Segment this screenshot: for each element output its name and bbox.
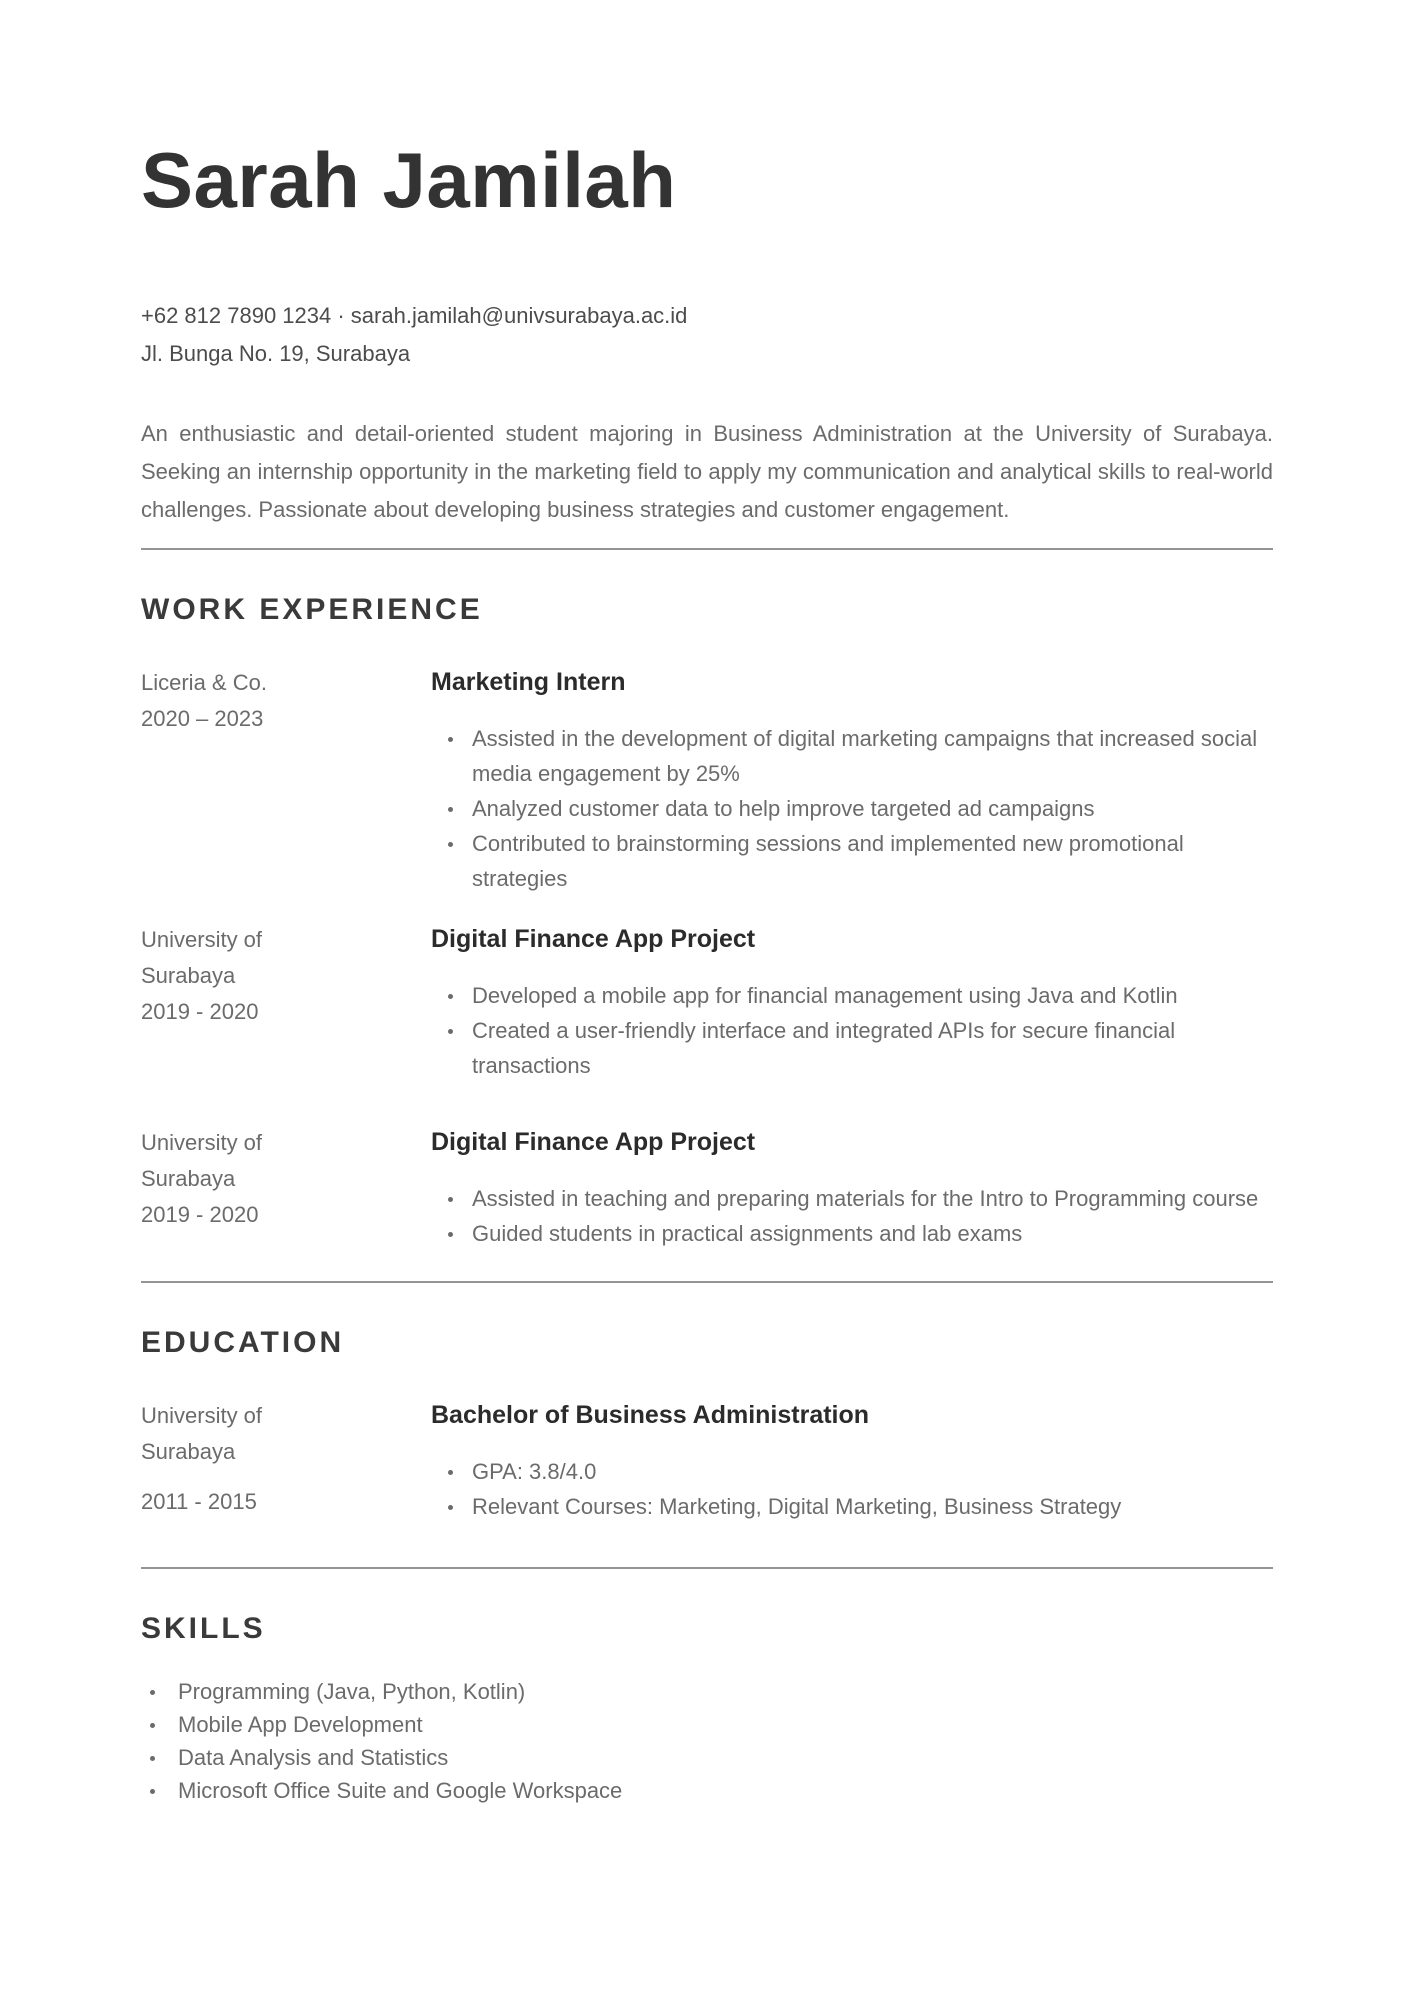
entry-bullet: Analyzed customer data to help improve targeted ad campaigns (425, 791, 1273, 826)
entry-dates: 2020 – 2023 (141, 705, 264, 731)
work-entry (141, 1125, 1273, 1251)
contact-line-phone-email: +62 812 7890 1234 · sarah.jamilah@univsurabaya.ac.id (141, 302, 688, 328)
skills-heading: SKILLS (141, 1611, 266, 1645)
entry-organization: University of Surabaya (141, 1402, 263, 1464)
entry-bullet: Developed a mobile app for financial management using Java and Kotlin (425, 978, 1273, 1013)
entry-bullet-list (425, 1181, 1273, 1251)
work-entry (141, 665, 1273, 896)
entry-title: Digital Finance App Project (431, 1127, 756, 1156)
skills-list (141, 1675, 1273, 1807)
entry-bullet-list (425, 978, 1273, 1083)
entry-bullet-list (425, 1454, 1273, 1524)
entry-meta (141, 1398, 425, 1524)
entry-dates: 2011 - 2015 (141, 1488, 257, 1514)
section-education (141, 1325, 1273, 1524)
contact-line-address: Jl. Bunga No. 19, Surabaya (141, 340, 411, 366)
skill-item: Microsoft Office Suite and Google Workspace (141, 1774, 1273, 1807)
entry-meta (141, 665, 425, 896)
section-divider (141, 548, 1273, 550)
education-heading: EDUCATION (141, 1325, 345, 1359)
entry-bullet: Assisted in teaching and preparing materials for the Intro to Programming course (425, 1181, 1273, 1216)
work-entry (141, 922, 1273, 1083)
entry-bullet: Contributed to brainstorming sessions and implemented new promotional strategies (425, 826, 1273, 896)
entry-bullet-list (425, 721, 1273, 896)
entry-bullet: Guided students in practical assignments and lab exams (425, 1216, 1273, 1251)
entry-meta (141, 1125, 425, 1251)
section-skills (141, 1611, 1273, 1807)
entry-details (425, 1398, 1273, 1524)
entry-title: Marketing Intern (431, 667, 626, 696)
entry-details (425, 665, 1273, 896)
entry-organization: Liceria & Co. (141, 669, 267, 695)
contact-block (141, 297, 1273, 373)
entry-bullet: Assisted in the development of digital marketing campaigns that increased social media engagement by 25% (425, 721, 1273, 791)
person-name: Sarah Jamilah (141, 136, 677, 224)
entry-organization: University of Surabaya (141, 926, 263, 988)
skill-item: Data Analysis and Statistics (141, 1741, 1273, 1774)
skill-item: Programming (Java, Python, Kotlin) (141, 1675, 1273, 1708)
profile-summary: An enthusiastic and detail-oriented student majoring in Business Administration at the University of Surabaya. Seeking an internship opportunity in the marketing field to apply my communication and analytical skills to real-world challenges. Passionate about developing business strategies and customer engagement. (141, 420, 1273, 522)
education-entry (141, 1398, 1273, 1524)
entry-bullet: GPA: 3.8/4.0 (425, 1454, 1273, 1489)
entry-dates: 2019 - 2020 (141, 1201, 259, 1227)
entry-bullet: Relevant Courses: Marketing, Digital Marketing, Business Strategy (425, 1489, 1273, 1524)
work-experience-heading: WORK EXPERIENCE (141, 592, 483, 626)
section-divider (141, 1281, 1273, 1283)
entry-meta (141, 922, 425, 1083)
entry-title: Digital Finance App Project (431, 924, 756, 953)
entry-title: Bachelor of Business Administration (431, 1400, 870, 1429)
section-work-experience (141, 592, 1273, 1251)
entry-bullet: Created a user-friendly interface and integrated APIs for secure financial transactions (425, 1013, 1273, 1083)
entry-details (425, 1125, 1273, 1251)
entry-dates: 2019 - 2020 (141, 998, 259, 1024)
section-divider (141, 1567, 1273, 1569)
entry-details (425, 922, 1273, 1083)
entry-organization: University of Surabaya (141, 1129, 263, 1191)
skill-item: Mobile App Development (141, 1708, 1273, 1741)
